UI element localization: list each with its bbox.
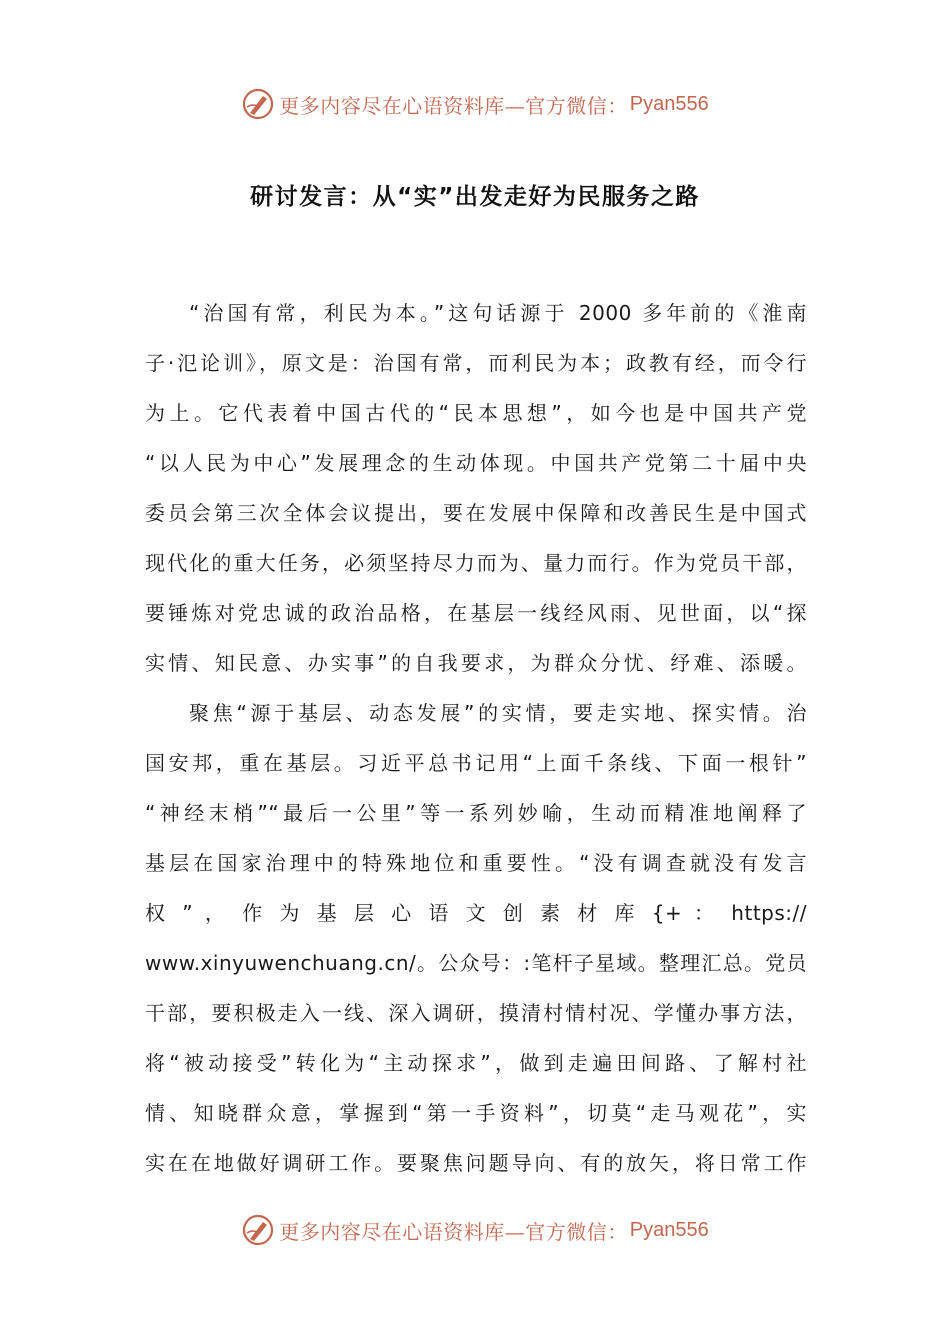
body-line: 要锤炼对党忠诚的政治品格，在基层一线经风雨、见世面，以“探 <box>145 601 807 625</box>
body-line: 权 ” ， 作 为 基 层 心 语 文 创 素 材 库 {+ ： https:// <box>145 901 807 925</box>
body-line: 干部，要积极走入一线、深入调研，摸清村情村况、学懂办事方法， <box>145 1001 807 1025</box>
body-line: 聚焦“源于基层、动态发展”的实情，要走实地、探实情。治 <box>189 701 807 725</box>
pen-logo-icon <box>241 1213 275 1247</box>
banner-wechat-id: Pyan556 <box>629 92 709 115</box>
body-line: 基层在国家治理中的特殊地位和重要性。“没有调查就没有发言 <box>145 851 807 875</box>
pen-logo-icon <box>241 87 275 121</box>
body-line: 为上。它代表着中国古代的“民本思想”，如今也是中国共产党 <box>145 401 807 425</box>
body-line: 现代化的重大任务，必须坚持尽力而为、量力而行。作为党员干部， <box>145 551 807 575</box>
body-line: “治国有常，利民为本。”这句话源于 2000 多年前的《淮南 <box>189 301 807 325</box>
footer-watermark-banner <box>0 1210 950 1250</box>
body-line: “神经末梢”“最后一公里”等一系列妙喻，生动而精准地阐释了 <box>145 801 807 825</box>
body-line: 实在在地做好调研工作。要聚焦问题导向、有的放矢，将日常工作 <box>145 1151 807 1175</box>
document-body <box>145 293 807 1193</box>
body-line: “以人民为中心”发展理念的生动体现。中国共产党第二十届中央 <box>145 451 807 475</box>
banner-text: 更多内容尽在心语资料库—官方微信： <box>279 1219 628 1244</box>
document-title: 研讨发言：从“实”出发走好为民服务之路 <box>250 184 700 210</box>
body-line: 情、知晓群众意，掌握到“第一手资料”，切莫“走马观花”，实 <box>145 1101 807 1125</box>
banner-text: 更多内容尽在心语资料库—官方微信： <box>279 93 628 118</box>
body-line: 将“被动接受”转化为“主动探求”，做到走遍田间路、了解村社 <box>145 1051 807 1075</box>
body-line: 委员会第三次全体会议提出，要在发展中保障和改善民生是中国式 <box>145 501 807 525</box>
body-line: www.xinyuwenchuang.cn/。公众号：:笔杆子星域。整理汇总。党员 <box>145 951 807 975</box>
body-line: 子·氾论训》，原文是：治国有常，而利民为本；政教有经，而令行 <box>145 351 807 375</box>
header-watermark-banner <box>0 84 950 124</box>
body-line: 国安邦，重在基层。习近平总书记用“上面千条线、下面一根针” <box>145 751 807 775</box>
body-line: 实情、知民意、办实事”的自我要求，为群众分忧、纾难、添暖。 <box>145 651 807 675</box>
banner-wechat-id: Pyan556 <box>629 1218 709 1241</box>
